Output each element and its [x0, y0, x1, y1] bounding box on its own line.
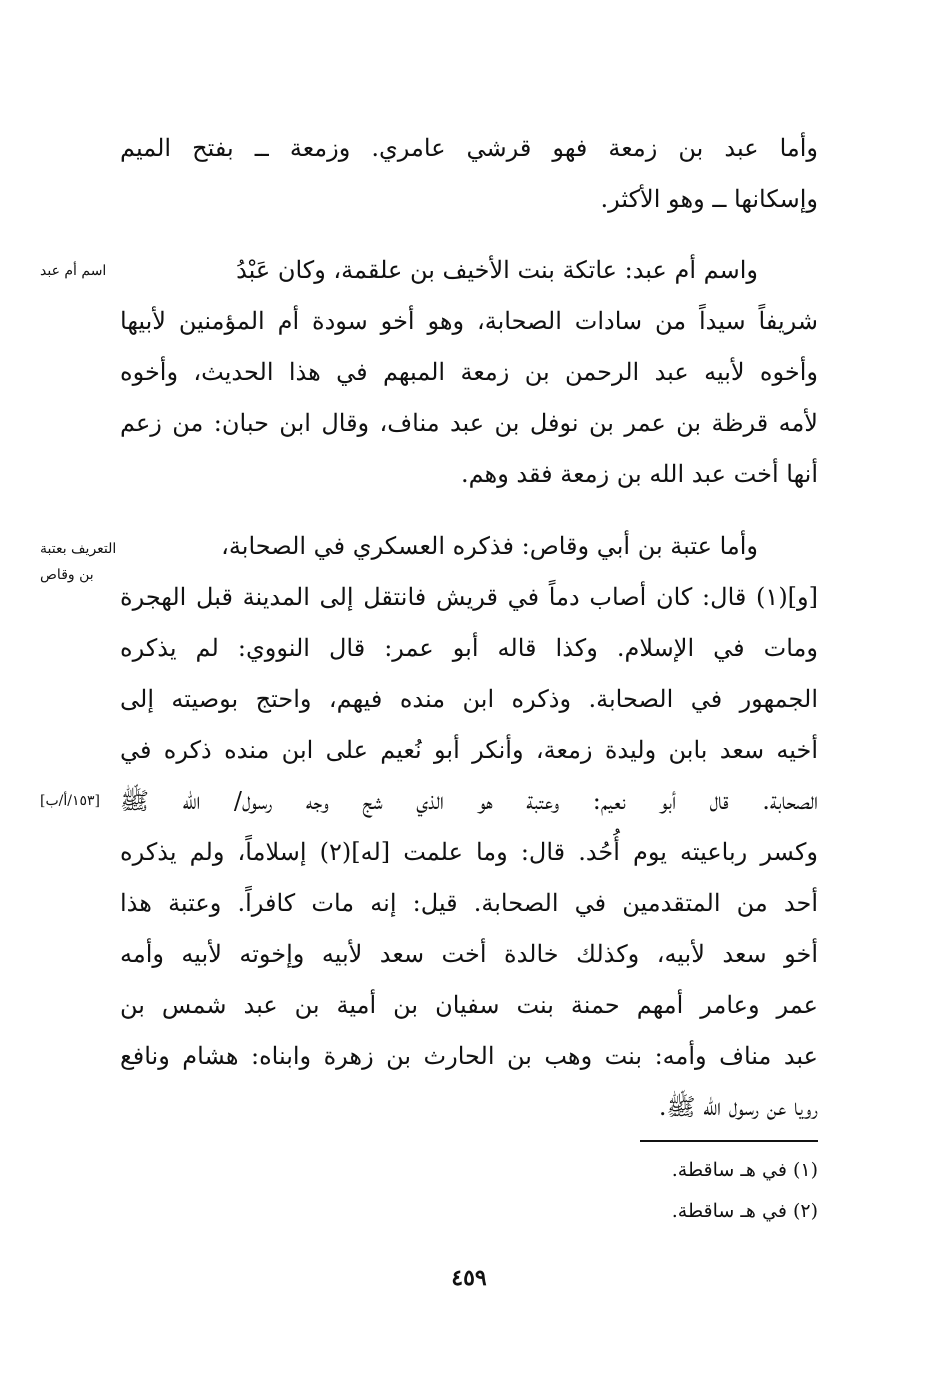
body-line: عبد مناف وأمه: بنت وهب بن الحارث بن زهرة وابناه: هشام ونافع — [120, 1042, 818, 1070]
body-line: وكسر رباعيته يوم أُحُد. قال: وما علمت [له](٢) إسلاماً، ولم يذكره — [120, 838, 818, 866]
body-line: رويا عن رسول الله ﷺ. — [658, 1093, 818, 1121]
body-line: وإسكانها ــ وهو الأكثر. — [600, 185, 818, 213]
body-line: لأمه قرظة بن عمر بن نوفل بن عبد مناف، وقال ابن حبان: من زعم — [120, 409, 818, 437]
body-line: وأما عتبة بن أبي وقاص: فذكره العسكري في الصحابة، — [221, 532, 758, 560]
page-number: ٤٥٩ — [451, 1265, 487, 1291]
body-line: الصحابة. قال أبو نعيم: وعتبة هو الذي شج وجه رسول/ الله ﷺ — [120, 787, 818, 815]
margin-note: اسم أم عبد — [40, 263, 107, 279]
body-line: الجمهور في الصحابة. وذكره ابن منده فيهم، واحتج بوصيته إلى — [120, 685, 818, 713]
body-line: ومات في الإسلام. وكذا قاله أبو عمر: قال النووي: لم يذكره — [120, 634, 818, 662]
body-line: وأما عبد بن زمعة فهو قرشي عامري. وزمعة ــ بفتح الميم — [120, 134, 818, 162]
body-line: وأخوه لأبيه عبد الرحمن بن زمعة المبهم في هذا الحديث، وأخوه — [120, 358, 818, 386]
body-line: شريفاً سيداً من سادات الصحابة، وهو أخو سودة أم المؤمنين لأبيها — [120, 307, 818, 335]
body-line: أخو سعد لأبيه، وكذلك خالدة أخت سعد لأبيه وإخوته لأبيه وأمه — [120, 940, 818, 968]
footnote: (١) في هـ ساقطة. — [671, 1159, 818, 1181]
margin-note: التعريف بعتبة — [40, 541, 117, 557]
body-line: [و](١) قال: كان أصاب دماً في قريش فانتقل إلى المدينة قبل الهجرة — [120, 583, 818, 611]
footnote: (٢) في هـ ساقطة. — [671, 1200, 818, 1222]
footnote-rule — [640, 1140, 818, 1142]
folio-reference: [١٥٣/أ/ب] — [40, 793, 100, 809]
body-line: أخيه سعد بابن وليدة زمعة، وأنكر أبو نُعيم على ابن منده ذكره في — [120, 736, 818, 764]
body-line: عمر وعامر أمهم حمنة بنت سفيان بن أمية بن عبد شمس بن — [120, 991, 818, 1019]
margin-note: بن وقاص — [40, 567, 94, 583]
body-line: أنها أخت عبد الله بن زمعة فقد وهم. — [460, 460, 818, 488]
body-line: واسم أم عبد: عاتكة بنت الأخيف بن علقمة، وكان عَبْدُ — [236, 256, 758, 284]
body-line: أحد من المتقدمين في الصحابة. قيل: إنه مات كافراً. وعتبة هذا — [120, 889, 818, 917]
